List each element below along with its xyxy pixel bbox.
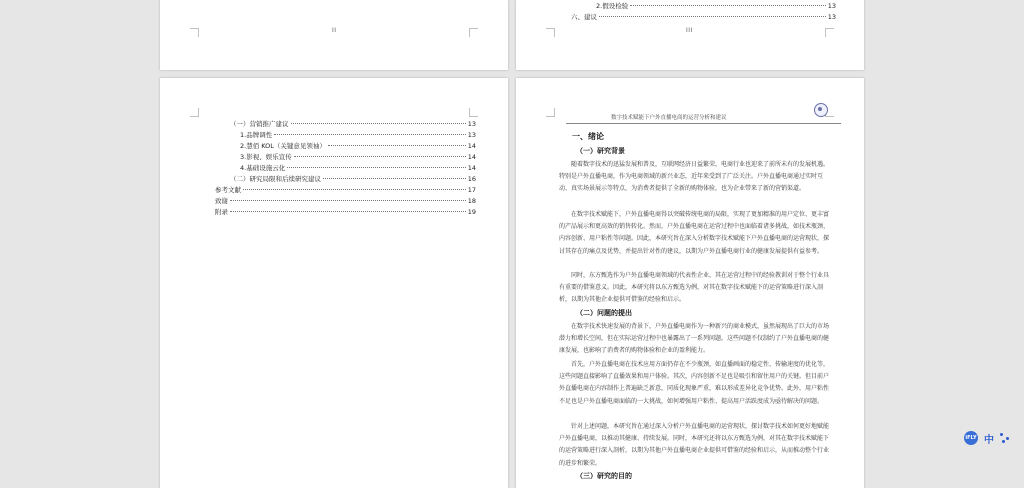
toc-entry[interactable]	[215, 197, 476, 206]
toc-label: 六、建议	[571, 13, 597, 21]
ime-logo-icon[interactable]: iFLY	[964, 431, 978, 445]
margin-mark	[546, 28, 555, 37]
margin-mark	[190, 108, 199, 117]
body-paragraph: 针对上述问题，本研究旨在通过深入分析户外直播电商的运营现状，探讨数字技术如何更好地赋能户外直播电商，以推动其健康、持续发展。同时，本研究还将以东方甄选为例，对其在数字技术赋能下的运营策略进行深入剖析，以期为其他户外直播电商企业提供可借鉴的经验和启示，从而推动整个行业的进步和繁荣。	[559, 423, 830, 467]
ime-toolbar[interactable]	[964, 430, 1024, 446]
toc-leader	[287, 167, 466, 168]
toc-leader	[243, 189, 466, 190]
toc-entry[interactable]	[215, 208, 476, 217]
margin-mark	[190, 28, 199, 37]
toc-label: （二）研究局限和后续研究建议	[230, 175, 321, 183]
body-paragraph: 同时，东方甄选作为户外直播电商领域的代表性企业，其在运营过程中的经验教训对于整个行业具有重要的借鉴意义。因此，本研究将以东方甄选为例，对其在数字技术赋能下的运营策略进行深入剖析，以期为其他企业提供可借鉴的经验和启示。	[559, 272, 830, 304]
margin-mark	[825, 28, 834, 37]
toc-leader	[323, 178, 466, 179]
subsection-heading: （三）研究的目的	[576, 472, 632, 480]
toc-label: 2.假设检验	[596, 2, 629, 10]
toc-entry[interactable]	[215, 186, 476, 195]
body-paragraph: 首先，户外直播电商在技术应用方面仍存在不少瓶颈，如直播画面的稳定性、传输速度的优化等，这些问题直接影响了直播效果和用户体验。其次，内容创新不足也是吸引和留住用户的关键。但目前户外直播电商在内容制作上普遍缺乏新意，同质化现象严重，难以形成差异化竞争优势。此外，用户粘性不足也是户外直播电商面临的一大挑战，如何增强用户粘性、提高用户活跃度成为亟待解决的问题。	[559, 361, 830, 405]
margin-mark	[469, 108, 478, 117]
toc-label: 4.基础设施云化	[240, 164, 286, 172]
toc-entry[interactable]	[230, 175, 476, 184]
toc-page: 18	[467, 197, 476, 205]
toc-entry[interactable]	[571, 13, 836, 22]
toc-label: 参考文献	[215, 186, 241, 194]
toc-page: 16	[467, 175, 476, 183]
toc-leader	[630, 5, 826, 6]
toc-leader	[294, 156, 466, 157]
toc-leader	[328, 145, 466, 146]
toc-page: 13	[827, 13, 836, 21]
toc-entry[interactable]	[240, 164, 476, 173]
toc-leader	[274, 134, 466, 135]
toc-page: 14	[467, 153, 476, 161]
toc-leader	[230, 200, 466, 201]
toc-entry[interactable]	[240, 153, 476, 162]
toc-entry[interactable]	[230, 120, 476, 129]
margin-mark	[469, 28, 478, 37]
toc-label: 致谢	[215, 197, 228, 205]
page-number: II	[332, 27, 337, 34]
toc-page: 13	[467, 120, 476, 128]
body-paragraph: 随着数字技术的迅猛发展和普及，互联网经济日益繁荣，电商行业也迎来了前所未有的发展机遇。特别是户外直播电商，作为电商领域的新兴业态，近年来受到了广泛关注。户外直播电商通过实时互动、真实场景展示等特点，为消费者提供了全新的购物体验，也为企业带来了新的营销渠道。	[559, 161, 830, 193]
toc-page: 14	[467, 164, 476, 172]
toc-entry[interactable]	[240, 131, 476, 140]
toc-page: 13	[467, 131, 476, 139]
dots-icon[interactable]	[1000, 433, 1010, 443]
ime-language-toggle[interactable]: 中	[984, 434, 994, 446]
toc-label: （一）营销推广建议	[230, 120, 289, 128]
page-top-left	[160, 0, 508, 70]
page-toc	[160, 78, 508, 488]
body-paragraph: 在数字技术快速发展的背景下，户外直播电商作为一种新兴的商业模式，虽然展现出了巨大的市场潜力和增长空间，但在实际运营过程中也暴露出了一系列问题。这些问题不仅制约了户外直播电商的健康发展，也影响了消费者的购物体验和企业的盈利能力。	[559, 323, 830, 355]
chapter-heading: 一、绪论	[572, 132, 604, 141]
toc-label: 2.慧佰 KOL（关键意见领袖）	[240, 142, 326, 150]
toc-leader	[599, 16, 826, 17]
page-introduction	[516, 78, 864, 488]
subsection-heading: （一）研究背景	[576, 147, 625, 155]
toc-page: 17	[467, 186, 476, 194]
page-top-right	[516, 0, 864, 70]
running-header	[566, 111, 841, 124]
toc-label: 附录	[215, 208, 228, 216]
toc-label: 1.品牌调性	[240, 131, 273, 139]
margin-mark	[546, 108, 555, 117]
toc-entry[interactable]	[240, 142, 476, 151]
toc-page: 14	[467, 142, 476, 150]
page-number: III	[686, 27, 693, 34]
toc-leader	[230, 211, 466, 212]
toc-page: 13	[827, 2, 836, 10]
toc-entry[interactable]	[571, 2, 836, 11]
toc-leader	[291, 123, 466, 124]
toc-page: 19	[467, 208, 476, 216]
university-seal-icon	[814, 103, 828, 117]
subsection-heading: （二）问题的提出	[576, 309, 632, 317]
header-title: 数字技术赋能下户外直播电商的运营分析和建议	[611, 115, 727, 121]
toc-label: 3.影视、娱乐宣传	[240, 153, 292, 161]
body-paragraph: 在数字技术赋能下，户外直播电商得以突破传统电商的局限，实现了更加精准的用户定位、更丰富的产品展示和更高效的销售转化。然而，户外直播电商在运营过程中也面临着诸多挑战，如技术瓶颈、内容创新、用户粘性等问题。因此，本研究旨在深入分析数字技术赋能下户外直播电商的运营现状，探讨其存在的痛点及优势，并提出针对性的建议，以期为户外直播电商行业的健康发展提供有益参考。	[559, 211, 830, 255]
